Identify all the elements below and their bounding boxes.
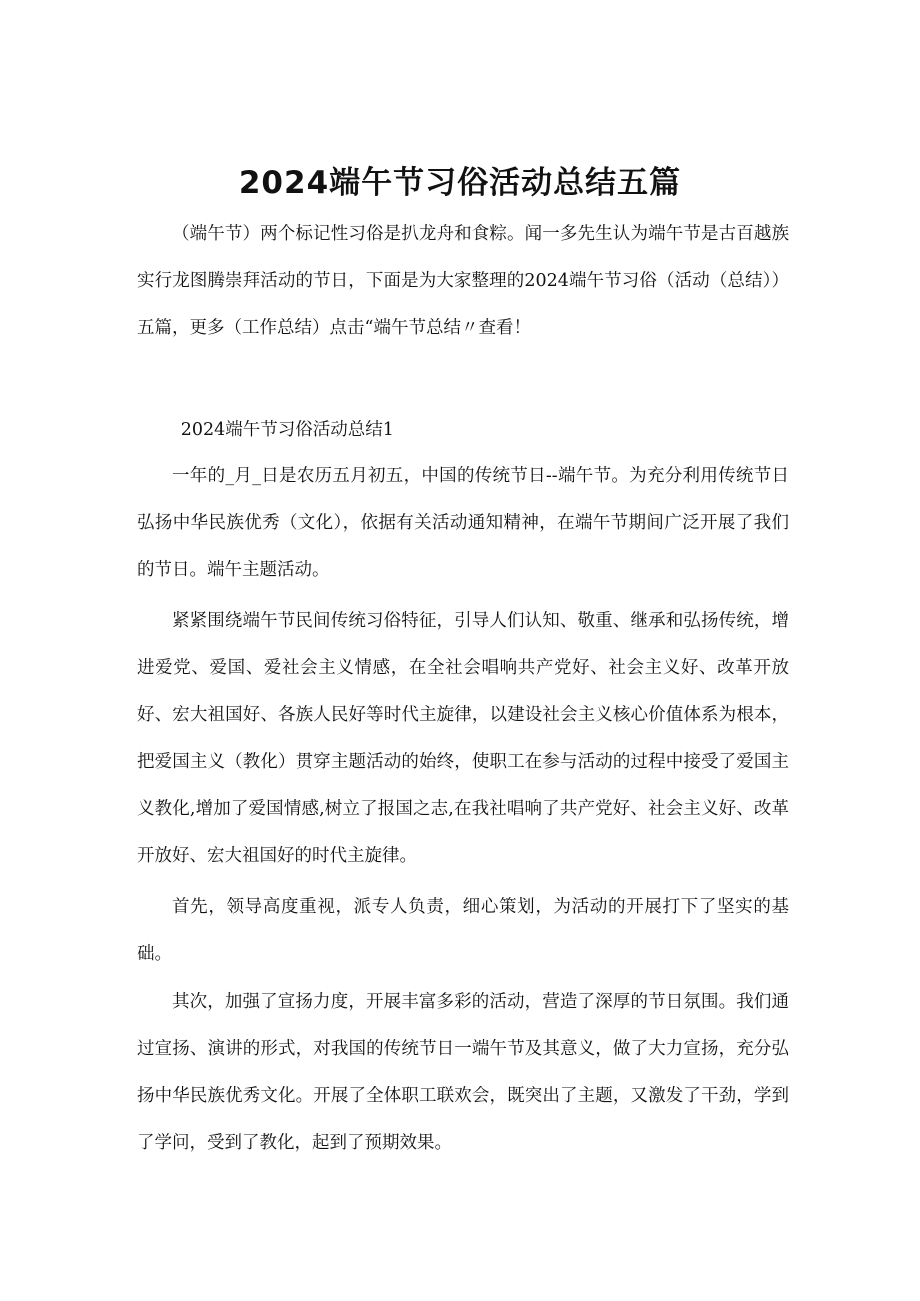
- body-paragraph-2: 紧紧围绕端午节民间传统习俗特征，引导人们认知、敬重、继承和弘扬传统，增进爱党、爱国、爱社会主义情感，在全社会唱响共产党好、社会主义好、改革开放好、宏大祖国好、各族人民好等时代主旋律，以建设社会主义核心价值体系为根本，把爱国主义（教化）贯穿主题活动的始终，使职工在参与活动的过程中接受了爱国主义教化,增加了爱国情感,树立了报国之志,在我社唱响了共产党好、社会主义好、改革开放好、宏大祖国好的时代主旋律。: [137, 611, 789, 866]
- body-paragraph-4: 其次，加强了宣扬力度，开展丰富多彩的活动，营造了深厚的节日氛围。我们通过宣扬、演讲的形式，对我国的传统节日一端午节及其意义，做了大力宣扬，充分弘扬中华民族优秀文化。开展了全体职工联欢会，既突出了主题，又激发了干劲，学到了学问，受到了教化，起到了预期效果。: [137, 992, 789, 1153]
- section-heading: 2024端午节习俗活动总结1: [180, 420, 394, 440]
- page-title: 2024端午节习俗活动总结五篇: [238, 164, 682, 201]
- intro-paragraph: （端午节）两个标记性习俗是扒龙舟和食粽。闻一多先生认为端午节是古百越族实行龙图腾崇拜活动的节日，下面是为大家整理的2024端午节习俗（活动（总结））五篇，更多（工作总结）点击“端午节总结〃查看！: [137, 224, 789, 338]
- body-paragraph-3: 首先，领导高度重视，派专人负责，细心策划，为活动的开展打下了坚实的基础。: [137, 897, 789, 964]
- body-paragraph-1: 一年的_月_日是农历五月初五，中国的传统节日--端午节。为充分利用传统节日弘扬中华民族优秀（文化），依据有关活动通知精神，在端午节期间广泛开展了我们的节日。端午主题活动。: [137, 466, 789, 580]
